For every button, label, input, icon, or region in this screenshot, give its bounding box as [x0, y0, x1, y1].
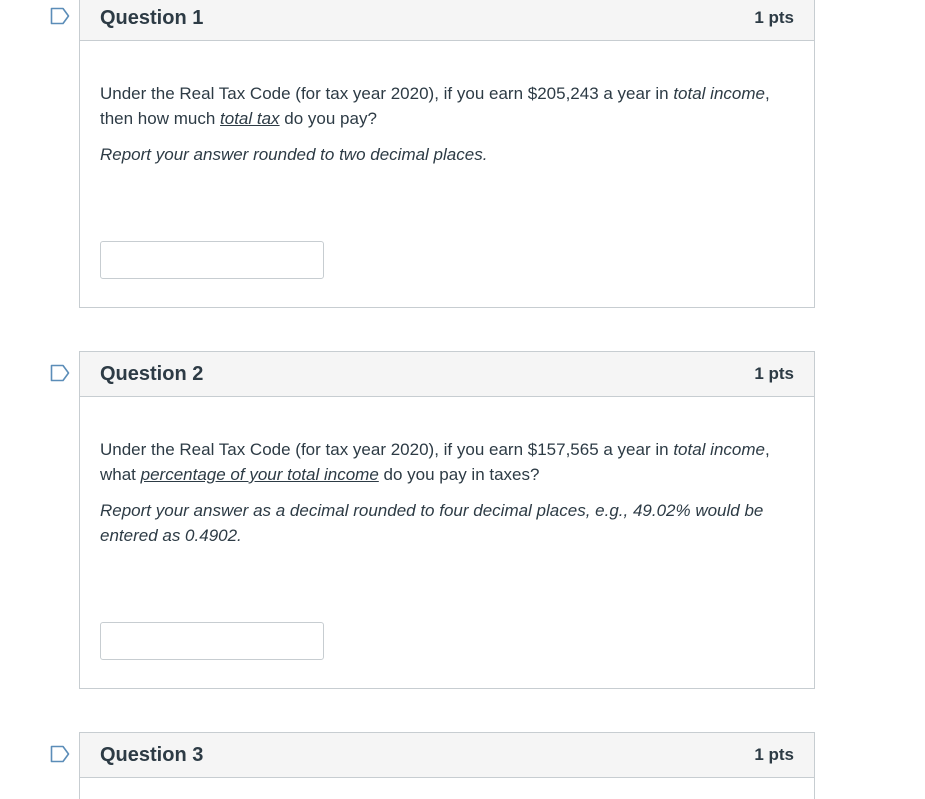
flag-question-icon[interactable] [50, 364, 70, 382]
flag-question-icon[interactable] [50, 7, 70, 25]
question-instruction: Report your answer rounded to two decimal places. [100, 145, 488, 164]
question-1 [79, 0, 815, 308]
question-header [80, 0, 814, 41]
question-instruction: Report your answer as a decimal rounded to four decimal places, e.g., 49.02% would be entered as 0.4902. [100, 501, 764, 545]
text-fragment: do you pay? [279, 109, 377, 128]
answer-input[interactable] [100, 241, 324, 279]
question-title: Question 1 [100, 6, 204, 29]
text-fragment: do you pay in taxes? [378, 465, 540, 484]
question-2 [79, 351, 815, 689]
text-fragment: Under the Real Tax Code (for tax year 2020), if you earn $157,565 a year in [100, 440, 674, 459]
question-body [80, 41, 814, 279]
text-fragment: , then how much [100, 84, 770, 128]
question-text [100, 397, 794, 487]
text-fragment: , what [100, 440, 770, 484]
question-3 [79, 732, 815, 799]
question-header [80, 352, 814, 397]
question-text [100, 41, 794, 131]
question-title: Question 3 [100, 743, 204, 766]
text-emphasis: total income [673, 84, 765, 103]
answer-input[interactable] [100, 622, 324, 660]
question-points: 1 pts [754, 745, 794, 764]
text-underlined: percentage of your total income [140, 465, 379, 484]
question-title: Question 2 [100, 362, 204, 385]
flag-question-icon[interactable] [50, 745, 70, 763]
text-fragment: Under the Real Tax Code (for tax year 2020), if you earn $205,243 a year in [100, 84, 674, 103]
question-points: 1 pts [754, 364, 794, 383]
text-emphasis: total income [673, 440, 765, 459]
question-body [80, 397, 814, 660]
question-header [80, 733, 814, 778]
question-points: 1 pts [754, 8, 794, 27]
text-underlined: total tax [220, 109, 280, 128]
